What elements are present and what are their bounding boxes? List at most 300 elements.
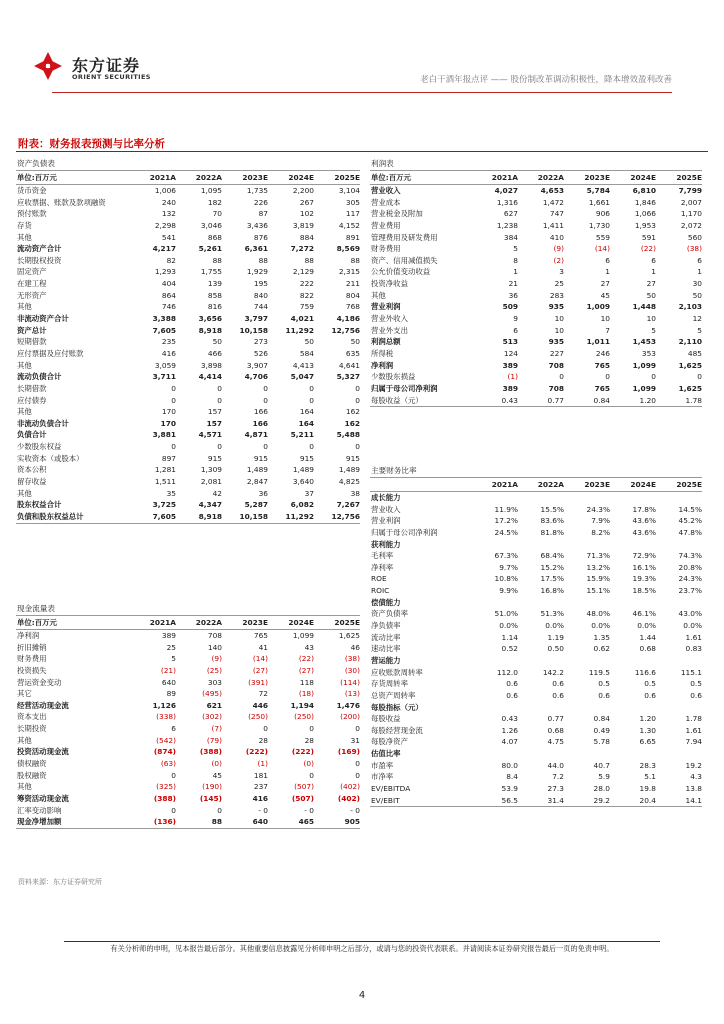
row-label: 投资损失 — [17, 665, 47, 675]
cell-value: 0 — [309, 395, 314, 405]
cell-value: (22) — [298, 654, 314, 664]
cell-value: 82 — [166, 255, 176, 265]
cell-value: 15.2% — [540, 562, 564, 572]
column-header-year: 2023E — [242, 173, 268, 182]
cell-value: 0.84 — [593, 395, 610, 405]
cell-value: 283 — [549, 290, 564, 300]
cell-value: 4,641 — [338, 360, 360, 370]
cell-value: 18.5% — [632, 586, 656, 596]
table-row — [370, 736, 702, 748]
cell-value: 0.68 — [547, 725, 564, 735]
table-row — [370, 336, 702, 348]
section-header-row — [370, 539, 702, 551]
table-row — [370, 395, 702, 408]
cell-value: 222 — [299, 279, 314, 289]
row-label: 实收资本（或股本） — [17, 453, 84, 463]
row-label: 汇率变动影响 — [17, 805, 62, 815]
row-label: 经营活动现金流 — [17, 700, 69, 710]
cell-value: 5,327 — [336, 372, 360, 382]
cell-value: 70 — [212, 209, 222, 219]
row-label: 其他 — [17, 407, 32, 417]
cell-value: (542) — [156, 735, 176, 745]
cell-value: 0.0% — [499, 621, 518, 631]
cell-value: 16.8% — [540, 586, 564, 596]
cell-value: 6.65 — [639, 737, 656, 747]
cell-value: 1,846 — [634, 197, 656, 207]
cell-value: 267 — [299, 197, 314, 207]
cell-value: 2,072 — [680, 220, 702, 230]
cell-value: 27 — [600, 279, 610, 289]
cell-value: (388) — [153, 793, 176, 803]
cell-value: 46 — [350, 642, 360, 652]
cell-value: 36 — [508, 290, 518, 300]
cell-value: 45 — [600, 290, 610, 300]
table-row — [16, 688, 360, 700]
row-label: 营业利润 — [371, 516, 401, 526]
cell-value: 1,448 — [632, 302, 656, 312]
cell-value: 3,907 — [246, 360, 268, 370]
row-label: 存货周转率 — [371, 679, 408, 689]
column-header-year: 2021A — [491, 480, 518, 489]
row-label: 获利能力 — [371, 539, 401, 549]
table-row — [370, 243, 702, 255]
table-row — [16, 232, 360, 244]
cell-value: 4,413 — [292, 360, 314, 370]
cell-value: (38) — [686, 244, 702, 254]
row-label: 毛利率 — [371, 551, 394, 561]
row-label: 每股收益（元） — [371, 395, 423, 405]
table-row — [16, 511, 360, 524]
row-label: 长期投资 — [17, 724, 47, 734]
cell-value: (1) — [257, 759, 268, 769]
table-title: 利润表 — [370, 158, 702, 171]
cell-value: 1,126 — [152, 700, 176, 710]
cell-value: 7,799 — [678, 186, 702, 195]
cell-value: 80.0 — [501, 760, 518, 770]
cell-value: (145) — [199, 793, 222, 803]
table-row — [16, 735, 360, 747]
row-label: 净利润 — [371, 360, 394, 370]
cell-value: 51.3% — [540, 609, 564, 619]
cell-value: 42 — [212, 488, 222, 498]
cell-value: 7,267 — [336, 500, 360, 510]
cell-value: 11,292 — [285, 511, 314, 521]
cell-value: 1,953 — [634, 220, 656, 230]
cell-value: (325) — [156, 782, 176, 792]
cell-value: 1,476 — [336, 700, 360, 710]
cell-value: 19.8 — [639, 784, 656, 794]
cell-value: 12,756 — [331, 325, 360, 335]
section-header-row — [370, 597, 702, 609]
row-label: 营业税金及附加 — [371, 209, 423, 219]
cell-value: 915 — [253, 453, 268, 463]
table-row — [16, 429, 360, 441]
cell-value: 6 — [513, 325, 518, 335]
table-row — [16, 805, 360, 817]
table-row — [370, 383, 702, 395]
table-title: 主要财务比率 — [370, 465, 702, 478]
cell-value: 884 — [299, 232, 314, 242]
cell-value: 13.8 — [685, 784, 702, 794]
cell-value: (338) — [156, 712, 176, 722]
table-row — [16, 488, 360, 500]
cell-value: 4.3 — [690, 772, 702, 782]
cell-value: (27) — [298, 665, 314, 675]
cell-value: 389 — [502, 383, 518, 393]
row-label: 营业外收入 — [371, 314, 408, 324]
table-row — [370, 232, 702, 244]
cell-value: 102 — [299, 209, 314, 219]
cell-value: 17.8% — [632, 504, 656, 514]
row-label: 估值比率 — [371, 749, 401, 759]
row-label: 营业费用 — [371, 220, 401, 230]
cell-value: 864 — [161, 290, 176, 300]
cell-value: 5,784 — [586, 186, 610, 195]
table-row — [16, 711, 360, 723]
table-row — [370, 348, 702, 360]
cell-value: 50 — [646, 290, 656, 300]
cell-value: 906 — [595, 209, 610, 219]
row-label: 留存收益 — [17, 477, 47, 487]
cell-value: 621 — [206, 700, 222, 710]
cell-value: 74.3% — [678, 551, 702, 561]
cell-value: 30 — [692, 279, 702, 289]
page-header — [0, 0, 724, 100]
row-label: 净利率 — [371, 562, 394, 572]
cell-value: (0) — [303, 759, 314, 769]
row-label: 市净率 — [371, 772, 394, 782]
cell-value: 5,211 — [290, 430, 314, 440]
cell-value: 1,281 — [154, 465, 176, 475]
cell-value: 4,217 — [152, 244, 176, 254]
cell-value: 708 — [548, 383, 564, 393]
cell-value: 25 — [554, 279, 564, 289]
cell-value: 759 — [299, 302, 314, 312]
row-label: 成长能力 — [371, 493, 401, 502]
cell-value: 765 — [594, 360, 610, 370]
cell-value: 19.3% — [632, 574, 656, 584]
row-label: 其他 — [17, 488, 32, 498]
row-label: 营业利润 — [371, 302, 401, 312]
cell-value: 10,158 — [239, 511, 268, 521]
row-label: 应付债券 — [17, 395, 47, 405]
cell-value: 6,082 — [290, 500, 314, 510]
cell-value: 20.4 — [639, 795, 656, 805]
table-row — [370, 371, 702, 383]
column-header-year: 2021A — [149, 173, 176, 182]
cell-value: 541 — [161, 232, 176, 242]
row-label: 其他 — [17, 782, 32, 792]
cell-value: 166 — [252, 418, 268, 428]
cell-value: 635 — [345, 348, 360, 358]
cell-value: 3,640 — [292, 477, 314, 487]
cell-value: 3 — [559, 267, 564, 277]
cell-value: 1.35 — [593, 632, 610, 642]
table-row — [16, 418, 360, 430]
cell-value: - 0 — [350, 805, 360, 815]
cell-value: 124 — [503, 348, 518, 358]
cell-value: 6,810 — [632, 186, 656, 195]
cell-value: 118 — [299, 677, 314, 687]
row-label: 非流动负债合计 — [17, 418, 69, 428]
table-row — [16, 700, 360, 712]
cell-value: 4,571 — [198, 430, 222, 440]
cell-value: 9.9% — [499, 586, 518, 596]
row-label: ROIC — [371, 586, 390, 596]
table-row — [370, 515, 702, 527]
cell-value: 1,730 — [588, 220, 610, 230]
cell-value: 1,009 — [586, 302, 610, 312]
cell-value: 12,756 — [331, 511, 360, 521]
cell-value: 1,170 — [680, 209, 702, 219]
cell-value: 0 — [651, 372, 656, 382]
cell-value: (27) — [252, 665, 268, 675]
cell-value: 2,200 — [292, 186, 314, 195]
cell-value: (874) — [153, 747, 176, 757]
cell-value: 45 — [212, 770, 222, 780]
cell-value: 8,569 — [336, 244, 360, 254]
cell-value: 1.26 — [501, 725, 518, 735]
row-label: 营业外支出 — [371, 325, 408, 335]
cell-value: 935 — [548, 337, 564, 347]
cell-value: (507) — [294, 782, 314, 792]
cell-value: 71.3% — [586, 551, 610, 561]
cell-value: 1,625 — [338, 631, 360, 640]
cell-value: (222) — [245, 747, 268, 757]
cell-value: 24.3% — [678, 574, 702, 584]
cell-value: 3,059 — [154, 360, 176, 370]
row-label: 现金净增加额 — [17, 817, 62, 827]
cell-value: 1,489 — [246, 465, 268, 475]
row-label: 资产、信用减值损失 — [371, 255, 438, 265]
cell-value: 876 — [253, 232, 268, 242]
cell-value: 13.2% — [586, 562, 610, 572]
cell-value: 2,847 — [246, 477, 268, 487]
cell-value: 31.4 — [547, 795, 564, 805]
table-row — [370, 620, 702, 632]
cell-value: 0.6 — [598, 690, 610, 700]
cell-value: 1,238 — [496, 220, 518, 230]
cell-value: 50 — [350, 337, 360, 347]
table-row — [370, 290, 702, 302]
row-label: 存货 — [17, 220, 32, 230]
cell-value: 858 — [207, 290, 222, 300]
cell-value: (30) — [344, 665, 360, 675]
cell-value: 9 — [513, 314, 518, 324]
cell-value: (495) — [202, 689, 222, 699]
cell-value: 765 — [253, 631, 268, 640]
cell-value: 170 — [161, 407, 176, 417]
cell-value: 28.0 — [593, 784, 610, 794]
cell-value: 1.20 — [639, 714, 656, 724]
cell-value: 7.2 — [552, 772, 564, 782]
cell-value: 237 — [253, 782, 268, 792]
cell-value: 404 — [161, 279, 176, 289]
cell-value: 47.8% — [678, 527, 702, 537]
cell-value: 24.3% — [586, 504, 610, 514]
cell-value: 0 — [171, 805, 176, 815]
cell-value: 4,152 — [338, 220, 360, 230]
cell-value: 31 — [350, 735, 360, 745]
cell-value: 584 — [299, 348, 314, 358]
cell-value: 10 — [554, 325, 564, 335]
cell-value: 1.19 — [547, 632, 564, 642]
row-label: 筹资活动现金流 — [17, 793, 69, 803]
cell-value: 0 — [217, 383, 222, 393]
cell-value: 2,129 — [292, 267, 314, 277]
cell-value: 1,006 — [154, 186, 176, 195]
cell-value: 1 — [513, 267, 518, 277]
cell-value: 235 — [161, 337, 176, 347]
cell-value: 162 — [345, 407, 360, 417]
cell-value: 410 — [549, 232, 564, 242]
cell-value: 5,287 — [244, 500, 268, 510]
cell-value: (402) — [340, 782, 360, 792]
row-label: 每股经营现金流 — [371, 725, 423, 735]
cell-value: 4,825 — [338, 477, 360, 487]
cell-value: 20.8% — [678, 562, 702, 572]
cell-value: 4,414 — [198, 372, 222, 382]
cell-value: 4,347 — [198, 500, 222, 510]
row-label: 流动负债合计 — [17, 372, 62, 382]
cell-value: 0.6 — [552, 679, 564, 689]
cell-value: 43 — [304, 642, 314, 652]
cell-value: 935 — [548, 302, 564, 312]
cell-value: (136) — [153, 817, 176, 827]
row-label: 流动比率 — [371, 632, 401, 642]
cell-value: 0 — [263, 442, 268, 452]
row-label: 其它 — [17, 689, 32, 699]
cell-value: 0 — [217, 442, 222, 452]
row-label: 货币资金 — [17, 186, 47, 195]
cell-value: 353 — [641, 348, 656, 358]
cell-value: 0 — [171, 383, 176, 393]
cell-value: 3,436 — [246, 220, 268, 230]
footer-divider — [64, 941, 660, 942]
cell-value: 526 — [253, 348, 268, 358]
cell-value: 1,453 — [632, 337, 656, 347]
cell-value: 11,292 — [285, 325, 314, 335]
table-unit-label: 单位:百万元 — [371, 173, 411, 182]
table-row — [370, 585, 702, 597]
cell-value: 1,095 — [200, 186, 222, 195]
row-label: 营运资金变动 — [17, 677, 62, 687]
cell-value: 389 — [161, 631, 176, 640]
cell-value: 0 — [309, 724, 314, 734]
cell-value: 157 — [207, 407, 222, 417]
cell-value: 45.2% — [678, 516, 702, 526]
row-label: 投资活动现金流 — [17, 747, 69, 757]
cell-value: 485 — [687, 348, 702, 358]
cell-value: 591 — [641, 232, 656, 242]
cell-value: 7 — [605, 325, 610, 335]
table-unit-label: 单位:百万元 — [17, 173, 57, 182]
cell-value: 56.5 — [501, 795, 518, 805]
row-label: 资产负债率 — [371, 609, 408, 619]
cell-value: 1,099 — [632, 383, 656, 393]
cell-value: 14.5% — [678, 504, 702, 514]
cell-value: 0.62 — [593, 644, 610, 654]
cell-value: 3,656 — [198, 314, 222, 324]
cell-value: 1.61 — [685, 725, 702, 735]
column-header-year: 2024E — [288, 173, 314, 182]
section-header-row — [370, 655, 702, 667]
disclaimer-text: 有关分析师的申明，见本报告最后部分。其他重要信息披露见分析师申明之后部分，或请与您的投资代表联系。并请阅读本证券研究报告最后一页的免责申明。 — [110, 944, 614, 953]
cell-value: 915 — [299, 453, 314, 463]
cell-value: 6 — [171, 724, 176, 734]
cell-value: 3,797 — [244, 314, 268, 324]
cell-value: 915 — [207, 453, 222, 463]
cell-value: 115.1 — [680, 667, 702, 677]
cell-value: 560 — [687, 232, 702, 242]
row-label: 资本公积 — [17, 465, 47, 475]
cell-value: 389 — [502, 360, 518, 370]
cell-value: 88 — [304, 255, 314, 265]
cell-value: 273 — [253, 337, 268, 347]
column-header-year: 2022A — [195, 618, 222, 627]
cell-value: (25) — [206, 665, 222, 675]
table-row — [16, 313, 360, 325]
cell-value: 4.07 — [501, 737, 518, 747]
table-row — [370, 678, 702, 690]
cell-value: 8.4 — [506, 772, 518, 782]
row-label: 其他 — [17, 360, 32, 370]
cell-value: 88 — [258, 255, 268, 265]
cell-value: 1,293 — [154, 267, 176, 277]
table-row — [16, 185, 360, 197]
cell-value: 915 — [345, 453, 360, 463]
cell-value: (38) — [344, 654, 360, 664]
row-label: 资产总计 — [17, 325, 47, 335]
cell-value: 40.7 — [593, 760, 610, 770]
cell-value: 112.0 — [496, 667, 518, 677]
table-title: 现金流量表 — [16, 603, 360, 616]
cell-value: 1,316 — [496, 197, 518, 207]
cell-value: 1,472 — [542, 197, 564, 207]
cell-value: 768 — [345, 302, 360, 312]
table-row — [370, 690, 702, 702]
table-row — [370, 278, 702, 290]
cell-value: 35 — [166, 488, 176, 498]
cell-value: 5 — [697, 325, 702, 335]
cell-value: (9) — [211, 654, 222, 664]
cell-value: 1.14 — [501, 632, 518, 642]
cell-value: 28 — [304, 735, 314, 745]
row-label: 长期借款 — [17, 383, 47, 393]
cell-value: 4,021 — [290, 314, 314, 324]
cell-value: 27.3 — [547, 784, 564, 794]
section-header-row — [370, 702, 702, 714]
cell-value: 897 — [161, 453, 176, 463]
cell-value: 5,047 — [290, 372, 314, 382]
column-header-year: 2023E — [584, 480, 610, 489]
cell-value: 10 — [554, 314, 564, 324]
cell-value: 15.1% — [586, 586, 610, 596]
cell-value: 21 — [508, 279, 518, 289]
table-row — [16, 464, 360, 476]
table-row — [370, 266, 702, 278]
cell-value: 0.49 — [593, 725, 610, 735]
row-label: 资本支出 — [17, 712, 47, 722]
cell-value: 0 — [171, 442, 176, 452]
row-label: 其他 — [17, 302, 32, 312]
cell-value: 416 — [161, 348, 176, 358]
cell-value: 3,046 — [200, 220, 222, 230]
cell-value: 29.2 — [593, 795, 610, 805]
cell-value: 708 — [548, 360, 564, 370]
cell-value: 0.52 — [501, 644, 518, 654]
table-header-row — [16, 616, 360, 630]
